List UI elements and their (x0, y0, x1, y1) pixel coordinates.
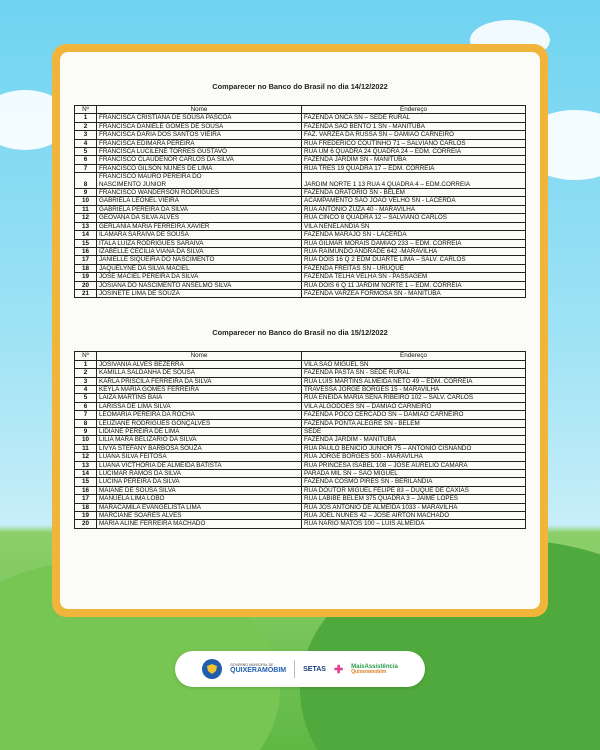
row-number: 7 (75, 164, 97, 172)
table-body (75, 360, 526, 528)
table-row (75, 197, 526, 205)
city-logo (230, 664, 286, 675)
address: RUA JORGE BORGES 500 - MARAVILHA (302, 453, 526, 461)
table-row (75, 281, 526, 289)
row-number: 12 (75, 214, 97, 222)
person-name: KARLA PRISCILA FERREIRA DA SILVA (97, 377, 302, 385)
table-header-row (75, 352, 526, 360)
address: RUA LABIBE BELEM 375 QUADRA 3 – JAIME LOPES (302, 495, 526, 503)
row-number: 21 (75, 289, 97, 297)
address: FAZENDA PASTA SN - SEDE RURAL (302, 369, 526, 377)
person-name-line: NASCIMENTO JUNIOR (99, 180, 167, 188)
table-row (75, 377, 526, 385)
address: JARDIM NORTE 1 13 RUA 4 QUADRA 4 – EDM.CORREIA (302, 173, 526, 189)
person-name: GABRIELA PEREIRA DA SILVA (97, 205, 302, 213)
footer-logos (175, 651, 425, 687)
row-number: 5 (75, 148, 97, 156)
table-row (75, 214, 526, 222)
address: FAZENDA SAO BENTO 1 SN - MANITUBA (302, 122, 526, 130)
mais-assistencia-city: Quixeramobim (351, 668, 387, 675)
person-name: GEOVANA DA SILVA ALVES (97, 214, 302, 222)
roster-table (74, 105, 526, 298)
table-row (75, 428, 526, 436)
person-name: MARCIANE SOARES ALVES (97, 512, 302, 520)
address: RUA NARIO MATOS 100 – LUIS ALMEIDA (302, 520, 526, 528)
person-name (97, 173, 302, 189)
table-row (75, 360, 526, 368)
table-row (75, 520, 526, 528)
table-row (75, 461, 526, 469)
row-number: 8 (75, 419, 97, 427)
person-name: LIVYA STEFANY BARBOSA SOUZA (97, 444, 302, 452)
table-row (75, 444, 526, 452)
table-row (75, 385, 526, 393)
person-name: LUANA VICTHORIA DE ALMEIDA BATISTA (97, 461, 302, 469)
table-row (75, 122, 526, 130)
row-number: 6 (75, 402, 97, 410)
address: RUA TRES 19 QUADRA 17 – EDM. CORREIA (302, 164, 526, 172)
person-name: MAIANE DE SOUSA SILVA (97, 486, 302, 494)
address: RUA PRINCESA ISABEL 108 – JOSÉ AURELIO CAMARA (302, 461, 526, 469)
crest-icon (202, 659, 222, 679)
person-name: LIDIANE PEREIRA DE LIMA (97, 428, 302, 436)
address: ACAMPAMENTO SAO JOAO VELHO SN - LACERDA (302, 197, 526, 205)
address: RUA JOEL NUNES 42 – JOSE AIRTON MACHADO (302, 512, 526, 520)
table-row (75, 164, 526, 172)
address: RUA DOIS 6 Q 11 JARDIM NORTE 1 – EDM. CORREIA (302, 281, 526, 289)
row-number: 17 (75, 495, 97, 503)
row-number: 17 (75, 256, 97, 264)
row-number: 4 (75, 385, 97, 393)
section-day-15 (74, 328, 526, 529)
person-name: JANIELLE SIQUEIRA DO NASCIMENTO (97, 256, 302, 264)
table-row (75, 419, 526, 427)
address: RUA RAIMUNDO ANDRADE 642 -MARAVILHA (302, 247, 526, 255)
address: FAZENDA TELHA VELHA SN - PASSAGEM (302, 273, 526, 281)
table-row (75, 148, 526, 156)
person-name: MARACAMILA EVANGELISTA LIMA (97, 503, 302, 511)
row-number: 13 (75, 461, 97, 469)
table-row (75, 189, 526, 197)
person-name: LUCIMAR RAMOS DA SILVA (97, 470, 302, 478)
address: FAZENDA PONTA ALEGRE SN - BELEM (302, 419, 526, 427)
row-number: 6 (75, 156, 97, 164)
row-number: 8 (75, 173, 97, 189)
address: RUA DOUTOR MIGUEL FELIPE 83 – DUQUE DE CAXIAS (302, 486, 526, 494)
row-number: 14 (75, 470, 97, 478)
document-frame (52, 44, 548, 617)
address: RUA UM 6 QUADRA 24 QUADRA 24 – EDM. CORREIA (302, 148, 526, 156)
address: FAZENDA POCO CERCADO SN – DAMIÃO CARNEIRO (302, 411, 526, 419)
divider (294, 660, 295, 678)
row-number: 5 (75, 394, 97, 402)
person-name: FRANCISCO WANDERSON RODRIGUES (97, 189, 302, 197)
row-number: 18 (75, 503, 97, 511)
table-row (75, 273, 526, 281)
person-name: LEUZIANE RODRIGUES GONÇALVES (97, 419, 302, 427)
table-row (75, 173, 526, 189)
row-number: 1 (75, 114, 97, 122)
person-name: LARISSA DE LIMA SILVA (97, 402, 302, 410)
table-row (75, 156, 526, 164)
table-header-row (75, 106, 526, 114)
city-logo-caption: GOVERNO MUNICIPAL DE (230, 662, 274, 667)
address: SEDE (302, 428, 526, 436)
table-row (75, 222, 526, 230)
setas-logo: SETAS (303, 665, 326, 673)
document-page (60, 52, 540, 609)
person-name: JAQUELYNE DA SILVA MACIEL (97, 264, 302, 272)
table-row (75, 114, 526, 122)
address: RUA ENEIDA MARIA SENA RIBEIRO 102 – SALV. CARLOS (302, 394, 526, 402)
person-name: JOSE MACIEL PEREIRA DA SILVA (97, 273, 302, 281)
address: FAZ. VARZEA DA RUSSA SN – DAMIÃO CARNEIRO (302, 131, 526, 139)
row-number: 1 (75, 360, 97, 368)
person-name: JOSIANA DO NASCIMENTO ANSELMO SILVA (97, 281, 302, 289)
mais-assistencia-logo (351, 664, 398, 675)
address: VILA NENELANDIA SN (302, 222, 526, 230)
table-row (75, 486, 526, 494)
address: FAZENDA MARAJO SN - LACERDA (302, 231, 526, 239)
table-body (75, 114, 526, 298)
row-number: 18 (75, 264, 97, 272)
table-row (75, 512, 526, 520)
person-name: LUCINA PEREIRA DA SILVA (97, 478, 302, 486)
row-number: 11 (75, 444, 97, 452)
person-name: FRANCISCO CLAUDENOR CARLOS DA SILVA (97, 156, 302, 164)
row-number: 2 (75, 122, 97, 130)
row-number: 4 (75, 139, 97, 147)
row-number: 15 (75, 239, 97, 247)
table-row (75, 231, 526, 239)
table-row (75, 256, 526, 264)
person-name: LILIA MARA BELIZARIO DA SILVA (97, 436, 302, 444)
person-name: FRANCISCA LUCILENE TORRES GUSTAVO (97, 148, 302, 156)
row-number: 20 (75, 281, 97, 289)
row-number: 14 (75, 231, 97, 239)
row-number: 19 (75, 273, 97, 281)
person-name: GABRIELA LEONEL VIEIRA (97, 197, 302, 205)
person-name: ILAMARA SARAIVA DE SOUSA (97, 231, 302, 239)
row-number: 3 (75, 377, 97, 385)
row-number: 2 (75, 369, 97, 377)
roster-table (74, 351, 526, 529)
section-title: Comparecer no Banco do Brasil no dia 14/12/2022 (212, 82, 388, 91)
address: RUA ANTONIO ZUZA 40 - MARAVILHA (302, 205, 526, 213)
address: RUA GILMAR MORAIS DAMIAO 233 – EDM. CORREIA (302, 239, 526, 247)
mais-assistencia-title: MaisAssistência (351, 663, 398, 670)
column-header-address: Endereço (302, 352, 526, 360)
column-header-number: Nº (75, 106, 97, 114)
table-row (75, 411, 526, 419)
column-header-number: Nº (75, 352, 97, 360)
person-name: LUANA SILVA FEITOSA (97, 453, 302, 461)
table-row (75, 436, 526, 444)
table-row (75, 264, 526, 272)
person-name: KAMILLA SALDANHA DE SOUSA (97, 369, 302, 377)
table-row (75, 478, 526, 486)
row-number: 19 (75, 512, 97, 520)
address: VILA SAO MIGUEL SN (302, 360, 526, 368)
column-header-address: Endereço (302, 106, 526, 114)
person-name: FRANCISCA DANIELE GOMES DE SOUSA (97, 122, 302, 130)
table-row (75, 239, 526, 247)
city-logo-name: QUIXERAMOBIM (230, 667, 287, 675)
table-row (75, 131, 526, 139)
address: FAZENDA JARDIM SN - MANITUBA (302, 156, 526, 164)
address: VILA ALGODOES SN – DAMIÃO CARNEIRO (302, 402, 526, 410)
column-header-name: Nome (97, 106, 302, 114)
person-name: LEOMARIA PEREIRA DA ROCHA (97, 411, 302, 419)
row-number: 16 (75, 486, 97, 494)
person-name: FRANCISCO GILSON NUNES DE LIMA (97, 164, 302, 172)
person-name: ITALA LUIZA RODRIGUES SARAIVA (97, 239, 302, 247)
table-row (75, 205, 526, 213)
person-name: JOSIVANIA ALVES BEZERRA (97, 360, 302, 368)
address: FAZENDA JARDIM - MANITUBA (302, 436, 526, 444)
row-number: 7 (75, 411, 97, 419)
table-row (75, 495, 526, 503)
address: RUA LUIS MARTINS ALMEIDA NETO 49 – EDM. CORREIA (302, 377, 526, 385)
row-number: 15 (75, 478, 97, 486)
row-number: 9 (75, 189, 97, 197)
table-row (75, 369, 526, 377)
address: FAZENDA COSMO PIRES SN - BERILANDIA (302, 478, 526, 486)
row-number: 10 (75, 197, 97, 205)
person-name: FRANCISCA DARIA DOS SANTOS VIEIRA (97, 131, 302, 139)
column-header-name: Nome (97, 352, 302, 360)
person-name: GERLANIA MARIA FERREIRA XAVIER (97, 222, 302, 230)
table-row (75, 394, 526, 402)
row-number: 3 (75, 131, 97, 139)
person-name: JOSINETE LIMA DE SOUZA (97, 289, 302, 297)
table-row (75, 503, 526, 511)
address: FAZENDA VARZEA FORMOSA SN - MANITUBA (302, 289, 526, 297)
section-title: Comparecer no Banco do Brasil no dia 15/12/2022 (212, 328, 388, 338)
row-number: 10 (75, 436, 97, 444)
row-number: 9 (75, 428, 97, 436)
person-name: LAIZA MARTINS BAIA (97, 394, 302, 402)
address: TRAVESSA JORGE BORGES 15 - MARAVILHA (302, 385, 526, 393)
section-day-14 (74, 82, 526, 298)
row-number: 11 (75, 205, 97, 213)
person-name-line: FRANCISCO MAURO PEREIRA DO (99, 173, 202, 181)
plus-icon: ✚ (333, 663, 344, 676)
address: RUA FREDERICO COUTINHO 71 – SALVIANO CARLOS (302, 139, 526, 147)
row-number: 12 (75, 453, 97, 461)
address: RUA DOIS 16 Q 2 EDM DUARTE LIMA – SALV. CARLOS (302, 256, 526, 264)
table-row (75, 470, 526, 478)
row-number: 20 (75, 520, 97, 528)
person-name: MARIA ALINE FERREIRA MACHADO (97, 520, 302, 528)
person-name: MANUELA LIMA LOBO (97, 495, 302, 503)
address: FAZENDA FREITAS SN - URUQUÊ (302, 264, 526, 272)
address: RUA PAULO BENICIO JUNIOR 75 – ANTONIO CISNANDO (302, 444, 526, 452)
address: RUA JOS ANTONIO DE ALMEIDA 1033 - MARAVILHA (302, 503, 526, 511)
person-name: FRANCISCA CRISTIANA DE SOUSA PASCOA (97, 114, 302, 122)
table-row (75, 402, 526, 410)
person-name: IZABELLE CECILIA VIANA DA SILVA (97, 247, 302, 255)
person-name: FRANCISCA EDIMARA PEREIRA (97, 139, 302, 147)
table-row (75, 453, 526, 461)
person-name: KEYLA MARIA GOMES FERREIRA (97, 385, 302, 393)
table-row (75, 139, 526, 147)
table-row (75, 247, 526, 255)
address: PARADA MIL SN – SÃO MIGUEL (302, 470, 526, 478)
address: RUA CINCO 8 QUADRA 12 – SALVIANO CARLOS (302, 214, 526, 222)
address: FAZENDA ORATORIO SN - BELEM (302, 189, 526, 197)
table-row (75, 289, 526, 297)
address: FAZENDA ONCA SN – SEDE RURAL (302, 114, 526, 122)
row-number: 13 (75, 222, 97, 230)
row-number: 16 (75, 247, 97, 255)
